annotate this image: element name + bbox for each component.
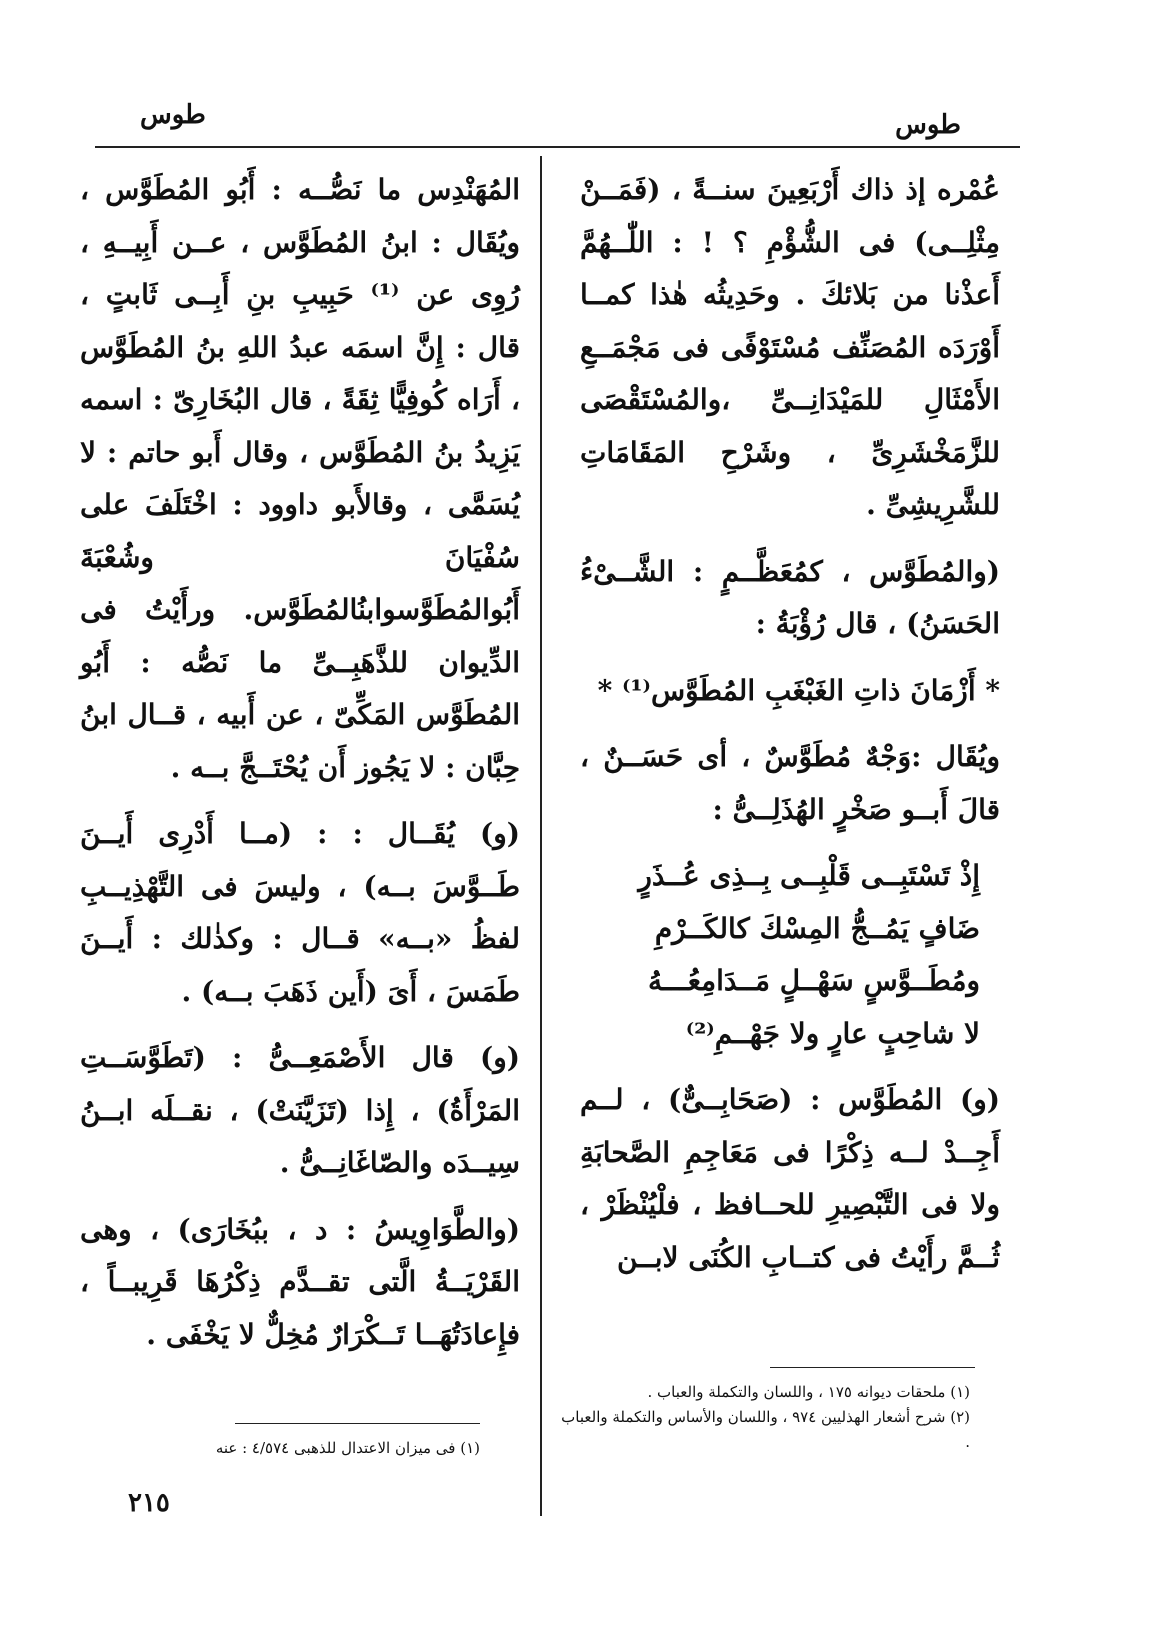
running-header-right: طوس bbox=[895, 110, 961, 140]
footnote: (٢) شرح أشعار الهذليين ٩٧٤ ، واللسان والأساس والتكملة والعباب . bbox=[561, 1408, 970, 1451]
footnote-rule-left bbox=[235, 1423, 480, 1424]
paragraph: عُمْره إذ ذاك أَرْبَعِينَ سنــةً ، (فَمَــنْ مِثْلِــى) فى الشُّؤْمِ ؟ ! : اللّٰــهُمَّ أَعذْنا من بَلائكَ . وحَدِيثُه هٰذا كمــا أَوْرَدَه المُصَنِّف مُسْتَوْفًى فى مَجْمَــعِ الأَمْثَالِ للمَيْدَانِــىِّ ،والمُسْتَقْصَى للزَّمَخْشَرِىِّ ، وشَرْحِ المَقَامَاتِ للشَّرِيشِىِّ . bbox=[580, 173, 1000, 521]
left-column bbox=[80, 164, 520, 1375]
footnote: (١) ملحقات ديوانه ١٧٥ ، واللسان والتكملة والعباب . bbox=[647, 1383, 970, 1401]
verse-line: ومُطَــوَّسٍ سَهْــلٍ مَــدَامِعُـــهُ bbox=[647, 964, 980, 997]
paragraph: (و) يُقَــال : : (مــا أَدْرِى أَيــنَ طَــوَّسَ بــه) ، وليسَ فى التَّهْذِيــبِ لفظُ «بــه» قــال : وكذٰلك : أَيــنَ طَمَسَ ، أَىَ (أَين ذَهَبَ بــه) . bbox=[80, 817, 520, 1008]
paragraph: (و) قال الأَصْمَعِــىُّ : (تَطَوَّسَــتِ المَرْأَةُ) ، إِذا (تَزَيَّنَتْ) ، نقــلَه ابــنُ سِيــدَه والصّاغَانِــىُّ . bbox=[80, 1041, 520, 1179]
paragraph: (والطَّوَاوِيسُ : د ، ببُخَارَى) ، وهى القَرْيَــةُ الَّتى تقــدَّم ذِكْرُهَا قَرِيبــاً ، فإِعادَتُهَــا تَــكْرَارٌ مُخِلٌّ لا يَخْفَى . bbox=[80, 1212, 520, 1351]
verse-hemistich: * أَزْمَانَ ذاتِ الغَبْغَبِ المُطَوَّس⁽¹⁾ * bbox=[597, 673, 1000, 707]
paragraph: المُهَنْدِس ما نَصُّــه : أَبُو المُطَوَّس ، ويُقَال : ابنُ المُطَوَّس ، عــن أَبِيــهِ ، رُوِى عن ⁽¹⁾ حَبِيبِ بنِ أَبِــى ثَابتٍ ، قال : إِنَّ اسمَه عبدُ اللهِ بنُ المُطَوَّس ، أَرَاه كُوفِيًّا ثِقَةً ، قال البُخَارِىّ : اسمه يَزِيدُ بنُ المُطَوَّس ، وقال أَبو حاتم : لا يُسَمَّى ، وقالأَبو داوود : اخْتَلَفَ على سُفْيَانَ وشُعْبَةَ أَبُوالمُطَوَّسوابنُالمُطَوَّس. ورأَيْتُ فى الدِّيوان للذَّهَبِــىِّ ما نَصُّه : أَبُو المُطَوَّس المَكِّىّ ، عن أَبيه ، قــال ابنُ حِبَّان : لا يَجُوز أَن يُحْتَــجَّ بــه . bbox=[80, 173, 520, 784]
verse-line: ضَافٍ يَمُــجُّ المِسْكَ كالكَــرْمِ bbox=[654, 911, 980, 945]
verse-line: إِذْ تَسْتَبِــى قَلْبِــى بِــذِى عُــذَرٍ bbox=[638, 859, 980, 892]
paragraph: (و) المُطَوَّس : (صَحَابِــىٌّ) ، لــم أَجِــدْ لــه ذِكْرًا فى مَعَاجِمِ الصَّحابَةِ ولا فى التَّبْصِيرِ للحــافظ ، فلْيُنْظَرْ ، ثُــمَّ رأَيْتُ فى كتــابِ الكُنَى لابــن bbox=[580, 1083, 1000, 1274]
paragraph: (والمُطَوَّس ، كمُعَظَّــمٍ : الشَّــىْءُ الحَسَنُ) ، قال رُؤْبَةُ : bbox=[580, 554, 1000, 640]
running-header-left: طوس bbox=[140, 100, 206, 130]
footnotes-left bbox=[130, 1436, 480, 1461]
column-divider bbox=[540, 156, 542, 1516]
header-rule bbox=[95, 146, 1020, 148]
verse-line: لا شاحِبٍ عارٍ ولا جَهْــمِ⁽²⁾ bbox=[685, 1016, 980, 1050]
footnotes-right bbox=[560, 1380, 970, 1455]
paragraph: ويُقَال :وَجْهٌ مُطَوَّسٌ ، أى حَسَــنٌ ، قالَ أَبــو صَخْرٍ الهُذَلِــىُّ : bbox=[580, 740, 1000, 826]
page-number: ٢١٥ bbox=[128, 1488, 170, 1518]
footnote: (١) فى ميزان الاعتدال للذهبى ٤/٥٧٤ : عنه bbox=[215, 1439, 480, 1457]
poem-verse bbox=[580, 850, 1000, 1060]
footnote-rule-right bbox=[770, 1367, 975, 1368]
right-column bbox=[580, 164, 1000, 1298]
